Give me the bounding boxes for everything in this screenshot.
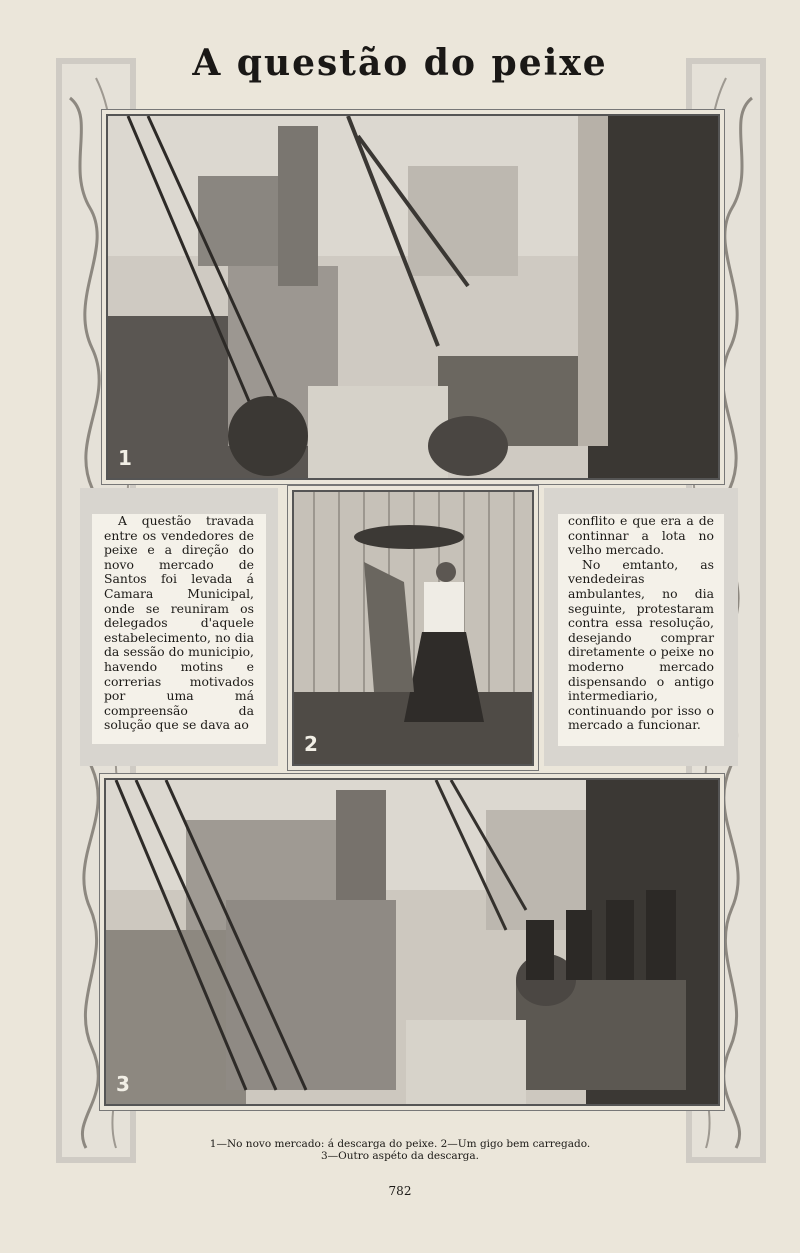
right-text-frame [544,488,738,766]
photo-1-fish-unloading [106,114,720,480]
page-title: A questão do peixe [192,42,608,84]
article-text-left: A questão travada entre os vendedores de peixe e a direção do novo mercado de Santos foi levada á Camara Municipal, onde se reuniram os delegados d'aquele estabelecimento, no dia da sessão do municipio, havendo motins e correrias motivados por uma má compreensão da solução que se dava ao [104,513,254,733]
photo-number: 2 [304,732,318,756]
photo-number: 1 [118,446,132,470]
left-text-column [92,514,266,744]
photo-3-another-unloading-view [104,778,720,1106]
left-text-frame [80,488,278,766]
article-text-right-2: No emtanto, as vendedeiras ambulantes, no dia seguinte, protestaram contra essa resolução, desejando comprar diretamente o peixe no moderno mercado dispensando o antigo intermediario, continuando por isso o mercado a funcionar. [568,556,714,733]
caption-line-2: 3—Outro aspéto da descarga. [320,1150,480,1162]
photo-number: 3 [116,1072,130,1096]
right-text-column [558,514,724,746]
caption-line-1: 1—No novo mercado: á descarga do peixe. 2—Um gigo bem carregado. [209,1138,591,1150]
article-text-right-1: conflito e que era a de continnar a lota no velho mercado. [568,513,714,558]
photo-caption [0,1138,800,1162]
page-number: 782 [388,1184,412,1198]
photo-2-woman-carrying-basket [292,490,534,766]
